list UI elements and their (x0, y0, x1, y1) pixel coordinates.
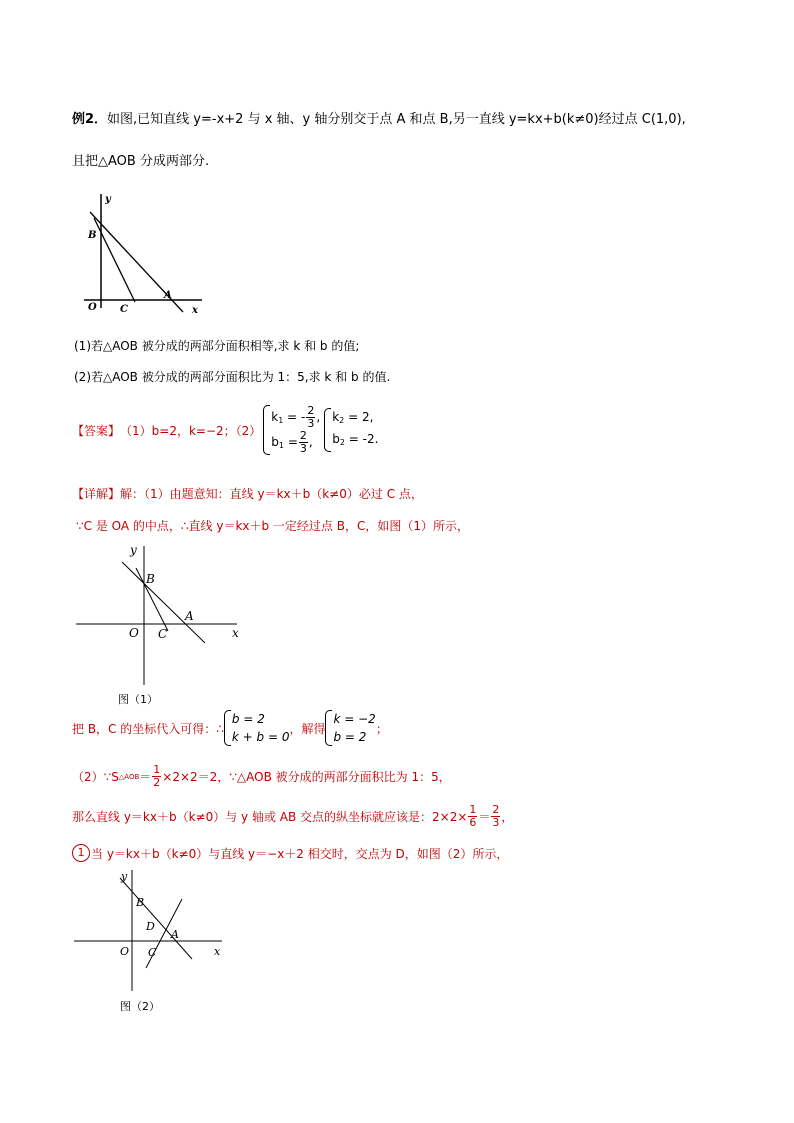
top-x-label: x (192, 305, 198, 316)
fig2-o-label: O (120, 945, 130, 958)
top-c-label: C (120, 304, 128, 315)
top-a-label: A (164, 290, 172, 301)
detail-text-3b: ，解得 (289, 721, 326, 736)
answer-system-1: $k_1$ = - $\frac{2}{3}$ , $b_1$ = $\frac{2}{3}$ , (263, 405, 320, 455)
example-line-1 (72, 108, 686, 127)
fig1-a-label: A (185, 609, 194, 623)
detail-text-1: 解：（1）由题意知：直线 y＝kx＋b（k≠0）必过 C 点， (120, 487, 423, 501)
fig1-o-label: O (129, 626, 139, 640)
fig2-d-label: D (146, 920, 155, 933)
fig2-b-label: B (136, 896, 145, 909)
fig2-x-label: x (214, 945, 221, 958)
fig1-c-label: C (158, 627, 168, 641)
answer-line (72, 405, 378, 455)
question-2: (2)若△AOB 被分成的两部分面积比为 1：5,求 k 和 b 的值. (74, 370, 391, 384)
example-text-1: 如图,已知直线 y=-x+2 与 x 轴、y 轴分别交于点 A 和点 B,另一直线 y=kx+b(k≠0)经过点 C(1,0), (107, 112, 686, 127)
answer-system-2: $k_2 = 2$, $b_2 = -2$. (324, 408, 378, 452)
detail-text-5b: ＝ (478, 810, 491, 824)
detail-line-4 (72, 764, 451, 789)
detail-text-3c: ； (375, 721, 388, 736)
example-line-2: 且把△AOB 分成两部分. (72, 154, 210, 169)
eq-system-2: k = −2 b = 2 (325, 710, 375, 746)
area-subscript: △AOB (118, 772, 140, 781)
figure-1 (72, 540, 252, 690)
circled-number: 1 (72, 844, 90, 862)
top-y-label: y (105, 194, 111, 205)
top-b-label: B (88, 230, 97, 241)
fig2-caption: 图（2） (120, 1000, 160, 1013)
detail-line-5 (72, 804, 513, 829)
detail-text-4c: ×2×2＝2，∵△AOB 被分成的两部分面积比为 1：5， (162, 770, 451, 784)
figure-top (80, 190, 210, 320)
fig1-b-label: B (146, 572, 155, 586)
detail-text-5a: 那么直线 y＝kx＋b（k≠0）与 y 轴或 AB 交点的纵坐标就应该是：2×2× (72, 810, 468, 824)
fraction-half: $\frac{1}{2}$ (153, 763, 161, 789)
eq-system-1: b = 2 k + b = 0 (224, 710, 290, 746)
fraction-two-thirds: $\frac{2}{3}$ (492, 803, 500, 829)
answer-part1: （1）b=2，k=−2；（2） (120, 423, 262, 438)
fraction-sixth: $\frac{1}{6}$ (469, 803, 477, 829)
detail-text-3a: 把 B，C 的坐标代入可得：∴ (72, 721, 224, 736)
top-o-label: O (88, 302, 97, 313)
detail-line-3 (72, 710, 388, 746)
detail-line-2: ∵C 是 OA 的中点，∴直线 y＝kx＋b 一定经过点 B，C，如图（1）所示， (76, 519, 469, 533)
answer-tag: 【答案】 (72, 423, 121, 438)
detail-line-1 (72, 485, 423, 502)
question-1: (1)若△AOB 被分成的两部分面积相等,求 k 和 b 的值; (74, 339, 360, 353)
figure-2 (72, 866, 232, 996)
detail-text-6: 当 y＝kx＋b（k≠0）与直线 y＝−x＋2 相交时，交点为 D，如图（2）所示， (91, 846, 509, 861)
detail-line-6 (72, 844, 508, 862)
fig2-y-label: y (121, 870, 128, 883)
fig1-y-label: y (130, 543, 137, 557)
fig1-caption: 图（1） (118, 693, 158, 706)
detail-text-4b: ＝ (139, 770, 152, 784)
detail-text-4a: （2）∵S (72, 770, 119, 784)
fig2-a-label: A (171, 928, 179, 941)
detail-tag: 【详解】 (72, 487, 121, 501)
fig1-x-label: x (232, 626, 239, 640)
detail-text-5c: ， (501, 810, 514, 824)
fig2-c-label: C (148, 946, 157, 959)
example-label: 例2． (72, 112, 108, 127)
